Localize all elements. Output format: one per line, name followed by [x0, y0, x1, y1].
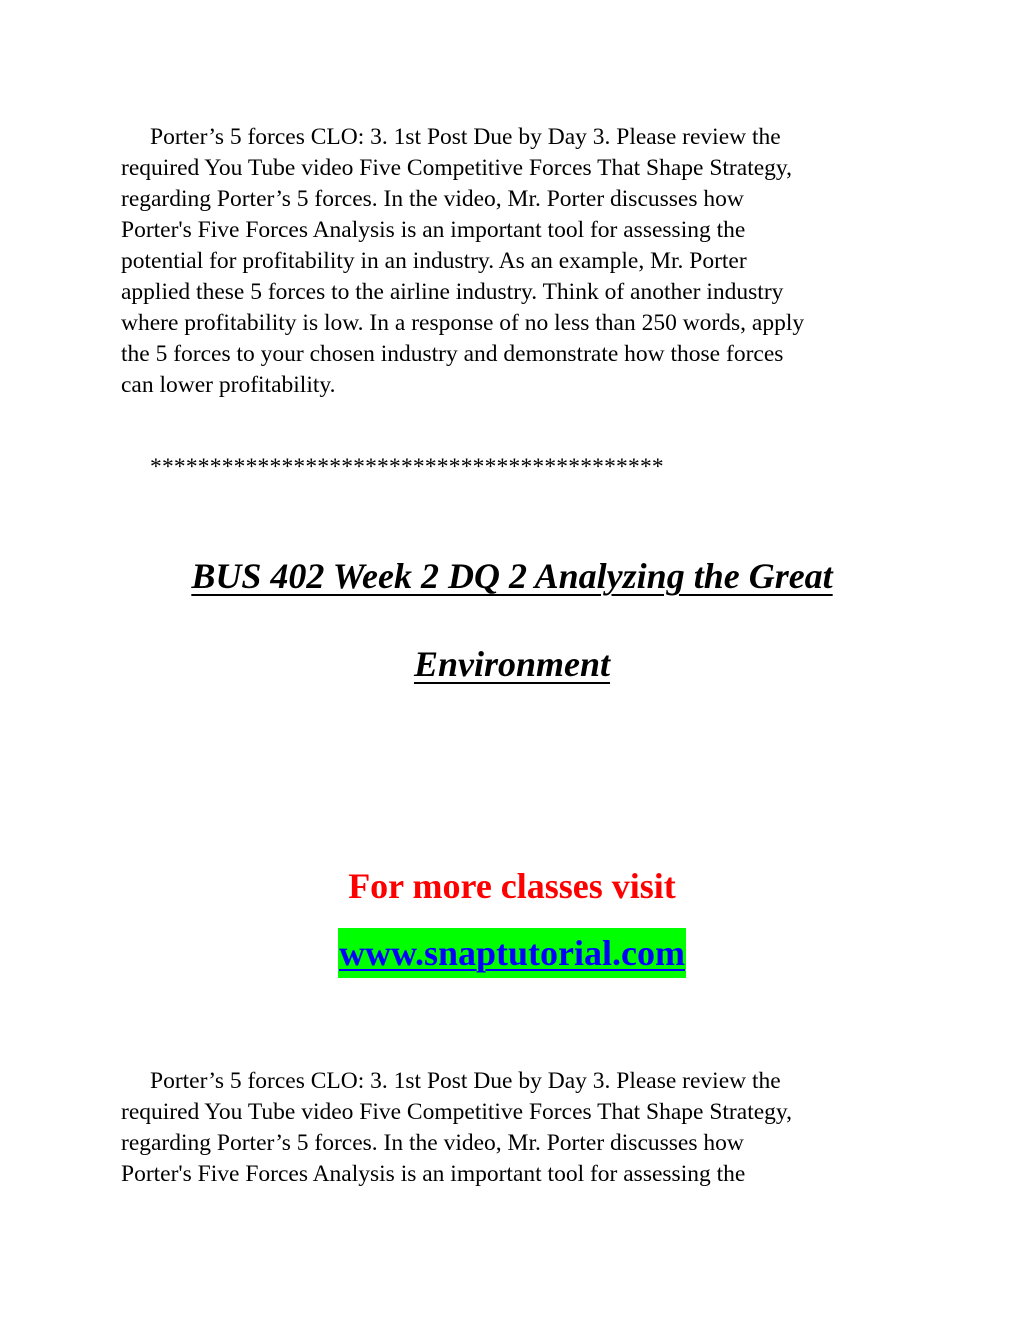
link-container	[0, 928, 1024, 978]
document-title-line-1	[0, 554, 1024, 598]
document-title-text-2: Environment	[413, 644, 611, 684]
document-title-text-1: BUS 402 Week 2 DQ 2 Analyzing the Great	[191, 556, 833, 596]
repeat-paragraph: Porter’s 5 forces CLO: 3. 1st Post Due by Day 3. Please review the required You Tube video Five Competitive Forces That Shape Strategy, regarding Porter’s 5 forces. In the video, Mr. Porter discusses how Porter's Five Forces Analysis is an important tool for assessing the	[121, 1068, 793, 1187]
snaptutorial-link[interactable]: www.snaptutorial.com	[338, 928, 686, 978]
separator-asterisks: *******************************************	[150, 454, 664, 480]
intro-paragraph: Porter’s 5 forces CLO: 3. 1st Post Due by Day 3. Please review the required You Tube video Five Competitive Forces That Shape Strategy, regarding Porter’s 5 forces. In the video, Mr. Porter discusses how Porter's Five Forces Analysis is an important tool for assessing the potential for profitability in an industry. As an example, Mr. Porter applied these 5 forces to the airline industry. Think of another industry where profitability is low. In a response of no less than 250 words, apply the 5 forces to your chosen industry and demonstrate how those forces can lower profitability.	[121, 124, 805, 398]
promo-heading: For more classes visit	[348, 866, 676, 906]
document-title-line-2	[0, 642, 1024, 686]
